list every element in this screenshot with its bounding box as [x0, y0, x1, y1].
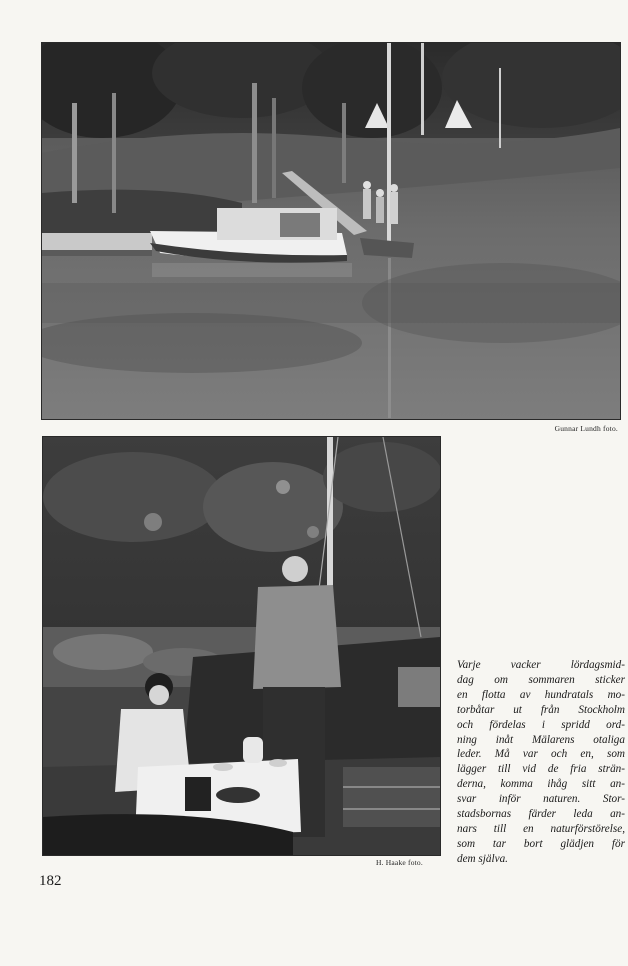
photo-credit-top: Gunnar Lundh foto.	[554, 424, 618, 433]
photo-caption	[457, 658, 625, 867]
caption-line: svar inför naturen. Stor-	[457, 793, 625, 806]
caption-line: ning inåt Mälarens otaliga	[457, 733, 625, 746]
caption-line: torbåtar ut från Stockholm	[457, 703, 625, 716]
photo-credit-bottom: H. Haake foto.	[376, 858, 423, 867]
caption-line: dag om sommaren sticker	[457, 673, 625, 686]
caption-line: nars till en naturförstörelse,	[457, 822, 625, 835]
photo-coffee-on-boat	[42, 436, 441, 856]
page-number: 182	[39, 873, 62, 889]
caption-line: och fördelas i spridd ord-	[457, 718, 625, 731]
caption-line: derna, komma ihåg sitt an-	[457, 778, 625, 791]
photo-boats-at-shore-image	[42, 43, 620, 419]
caption-line: stadsbornas färder leda an-	[457, 808, 625, 821]
caption-line: som tar bort glädjen för	[457, 837, 625, 850]
photo-coffee-on-boat-image	[43, 437, 440, 855]
caption-line: Varje vacker lördagsmid-	[457, 659, 625, 671]
caption-line: leder. Må var och en, som	[457, 748, 625, 761]
caption-line: dem själva.	[457, 852, 508, 865]
caption-line: en flotta av hundratals mo-	[457, 688, 625, 701]
photo-boats-at-shore	[41, 42, 621, 420]
caption-line: lägger till vid de fria strän-	[457, 763, 625, 776]
